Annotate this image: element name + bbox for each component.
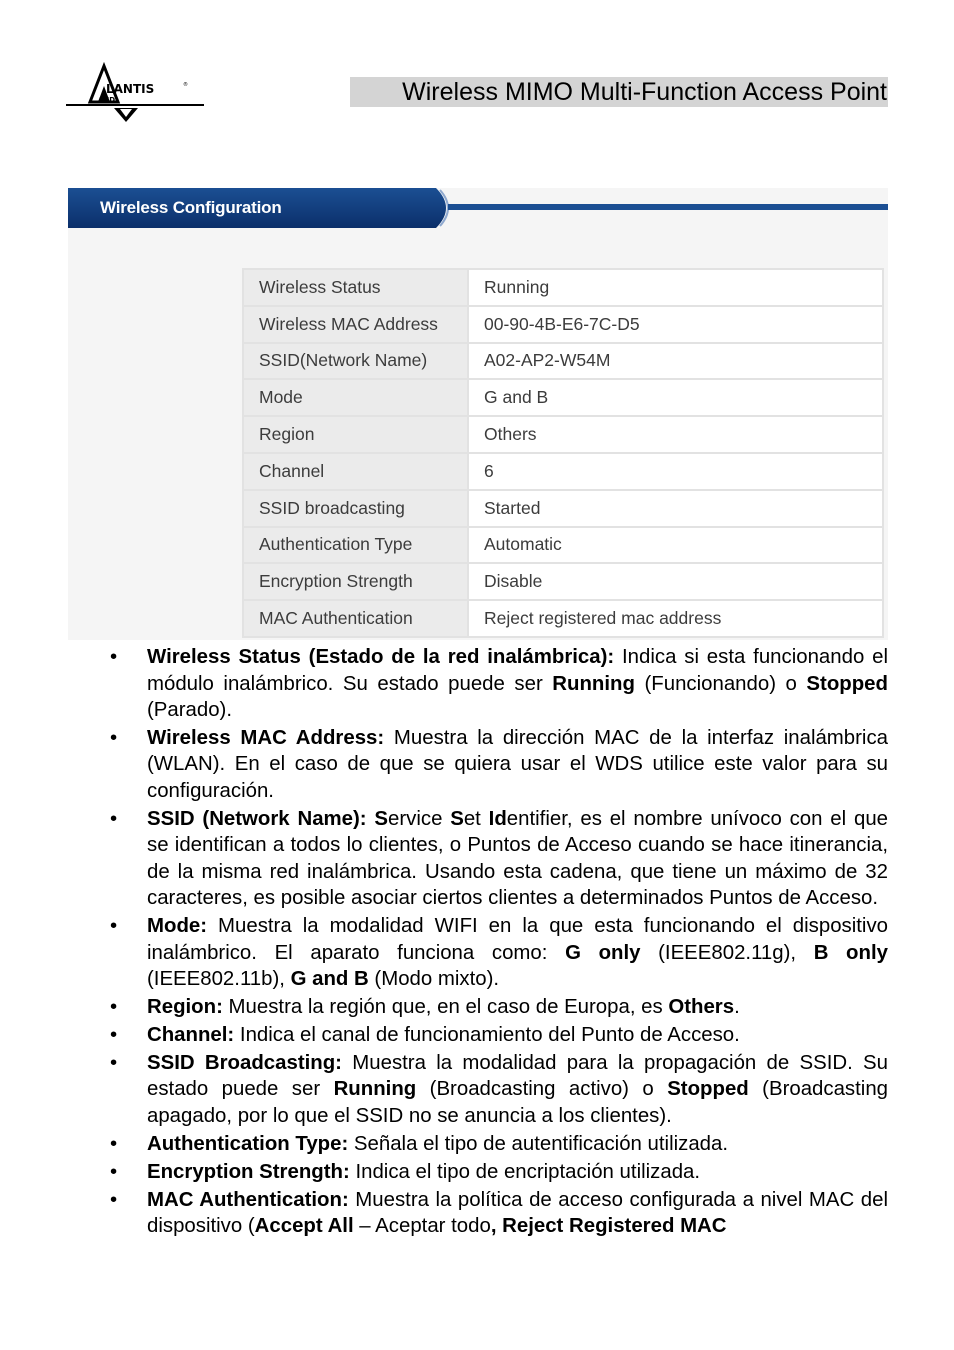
row-value: Others: [468, 416, 883, 453]
table-row: [243, 490, 883, 527]
bullet-icon: •: [110, 1188, 118, 1211]
field-description-list: [110, 644, 889, 1241]
table-row: [243, 527, 883, 564]
table-row: [243, 563, 883, 600]
table-row: [243, 379, 883, 416]
table-row: [243, 453, 883, 490]
bold-text: Mode:: [147, 915, 208, 938]
svg-text:AND: AND: [98, 96, 116, 104]
body-text: Muestra la dirección MAC de la interfaz inalámbrica (WLAN). En el caso de que se quiera usar el WDS utilice este valor para su configuración.: [147, 726, 888, 802]
body-text: Muestra la región que, en el caso de Europa, es: [222, 996, 669, 1019]
body-text: (Broadcasting activo) o: [416, 1078, 668, 1101]
body-text: .: [734, 996, 740, 1019]
bullet-icon: •: [110, 726, 118, 749]
wireless-status-table: [242, 268, 884, 638]
row-label: Encryption Strength: [243, 563, 468, 600]
table-row: [243, 416, 883, 453]
row-label: Channel: [243, 453, 468, 490]
body-text: (Modo mixto).: [368, 968, 500, 991]
bullet-icon: •: [110, 915, 118, 938]
svg-text:®: ®: [183, 82, 188, 88]
row-value: Disable: [468, 563, 883, 600]
body-text: (Funcionando) o: [634, 672, 807, 695]
bold-text: Others: [668, 996, 735, 1019]
body-text: Indica si esta funcionando el módulo inalámbrico. Su estado puede ser: [147, 646, 888, 695]
wireless-config-panel: [68, 188, 888, 640]
row-label: Region: [243, 416, 468, 453]
row-value: G and B: [468, 379, 883, 416]
bold-text: Running: [552, 672, 635, 695]
bold-text: Region:: [147, 996, 223, 1019]
row-label: SSID broadcasting: [243, 490, 468, 527]
table-row: [243, 600, 883, 637]
row-value: Started: [468, 490, 883, 527]
bold-text: Stopped: [667, 1078, 749, 1101]
list-item: [110, 806, 889, 912]
body-text: ervice: [388, 807, 451, 830]
list-item: [110, 913, 888, 993]
bullet-icon: •: [110, 807, 118, 830]
row-label: Wireless MAC Address: [243, 306, 468, 343]
body-text: et: [463, 807, 489, 830]
bullet-icon: •: [110, 1160, 118, 1183]
row-value: A02-AP2-W54M: [468, 343, 883, 380]
bullet-icon: •: [110, 1051, 118, 1074]
list-item: [110, 1159, 888, 1186]
bold-text: G only: [565, 941, 641, 964]
bold-text: Wireless MAC Address:: [147, 726, 385, 749]
row-label: Authentication Type: [243, 527, 468, 564]
row-value: Automatic: [468, 527, 883, 564]
bold-text: B only: [813, 941, 888, 964]
list-item: [110, 1131, 888, 1158]
page-header-title: Wireless MIMO Multi-Function Access Point: [350, 77, 888, 107]
bold-text: Encryption Strength:: [147, 1160, 350, 1183]
bold-text: Accept All: [254, 1215, 354, 1238]
bold-text: Id: [488, 807, 507, 830]
row-value: Reject registered mac address: [468, 600, 883, 637]
table-row: [243, 306, 883, 343]
svg-text:LANTIS: LANTIS: [106, 82, 155, 96]
body-text: (IEEE802.11b),: [147, 968, 291, 991]
list-item: [110, 1050, 888, 1130]
bullet-icon: •: [110, 1023, 118, 1046]
list-item: [110, 644, 888, 724]
atlantis-land-logo: [64, 62, 206, 126]
row-label: Mode: [243, 379, 468, 416]
bold-text: Running: [333, 1078, 417, 1101]
bold-text: G and B: [290, 968, 369, 991]
body-text: Indica el canal de funcionamiento del Punto de Acceso.: [234, 1023, 740, 1046]
bold-text: Wireless Status (Estado de la red inalámbrica):: [147, 646, 615, 668]
bold-text: Stopped: [806, 672, 888, 695]
body-text: – Aceptar todo: [353, 1215, 491, 1238]
bold-text: MAC Authentication:: [147, 1188, 349, 1211]
body-text: Muestra la política de acceso configurada a nivel MAC del dispositivo (: [147, 1188, 889, 1238]
bold-text: Authentication Type:: [147, 1132, 349, 1155]
body-text: Muestra la modalidad WIFI en la que esta funcionando el dispositivo inalámbrico. El aparato funciona como:: [147, 915, 888, 964]
table-row: [243, 343, 883, 380]
list-item: [110, 994, 888, 1021]
bold-text: SSID (Network Name): S: [147, 807, 389, 830]
bullet-icon: •: [110, 996, 118, 1019]
bullet-icon: •: [110, 1132, 118, 1155]
body-text: entifier, es el nombre unívoco con el que se identifican a todos lo clientes, o Puntos de Acceso cuando se hace itinerancia, de la misma red inalámbrica. Usando esta cadena, que tiene un máximo de 32 caracteres, es posible asociar ciertos clientes a determinados Puntos de Acceso.: [147, 807, 889, 910]
row-value: Running: [468, 269, 883, 306]
row-label: MAC Authentication: [243, 600, 468, 637]
body-text: (Parado).: [147, 699, 232, 721]
body-text: Señala el tipo de autentificación utilizada.: [348, 1132, 729, 1155]
bullet-icon: •: [110, 646, 118, 668]
body-text: Muestra la modalidad para la propagación de SSID. Su estado puede ser: [147, 1051, 888, 1101]
list-item: [110, 1022, 888, 1049]
row-value: 00-90-4B-E6-7C-D5: [468, 306, 883, 343]
row-label: Wireless Status: [243, 269, 468, 306]
bold-text: Channel:: [147, 1023, 235, 1046]
row-value: 6: [468, 453, 883, 490]
body-text: Indica el tipo de encriptación utilizada.: [349, 1160, 701, 1183]
bold-text: S: [450, 807, 464, 830]
body-text: (IEEE802.11g),: [640, 941, 814, 964]
panel-title: Wireless Configuration: [100, 198, 282, 217]
body-text: (Broadcasting apagado, por lo que el SSID no se anuncia a los clientes).: [147, 1078, 888, 1127]
list-item: [110, 1187, 889, 1240]
row-label: SSID(Network Name): [243, 343, 468, 380]
bold-text: SSID Broadcasting:: [147, 1051, 342, 1074]
bold-text: , Reject Registered MAC: [490, 1215, 727, 1238]
table-row: [243, 269, 883, 306]
list-item: [110, 725, 888, 805]
